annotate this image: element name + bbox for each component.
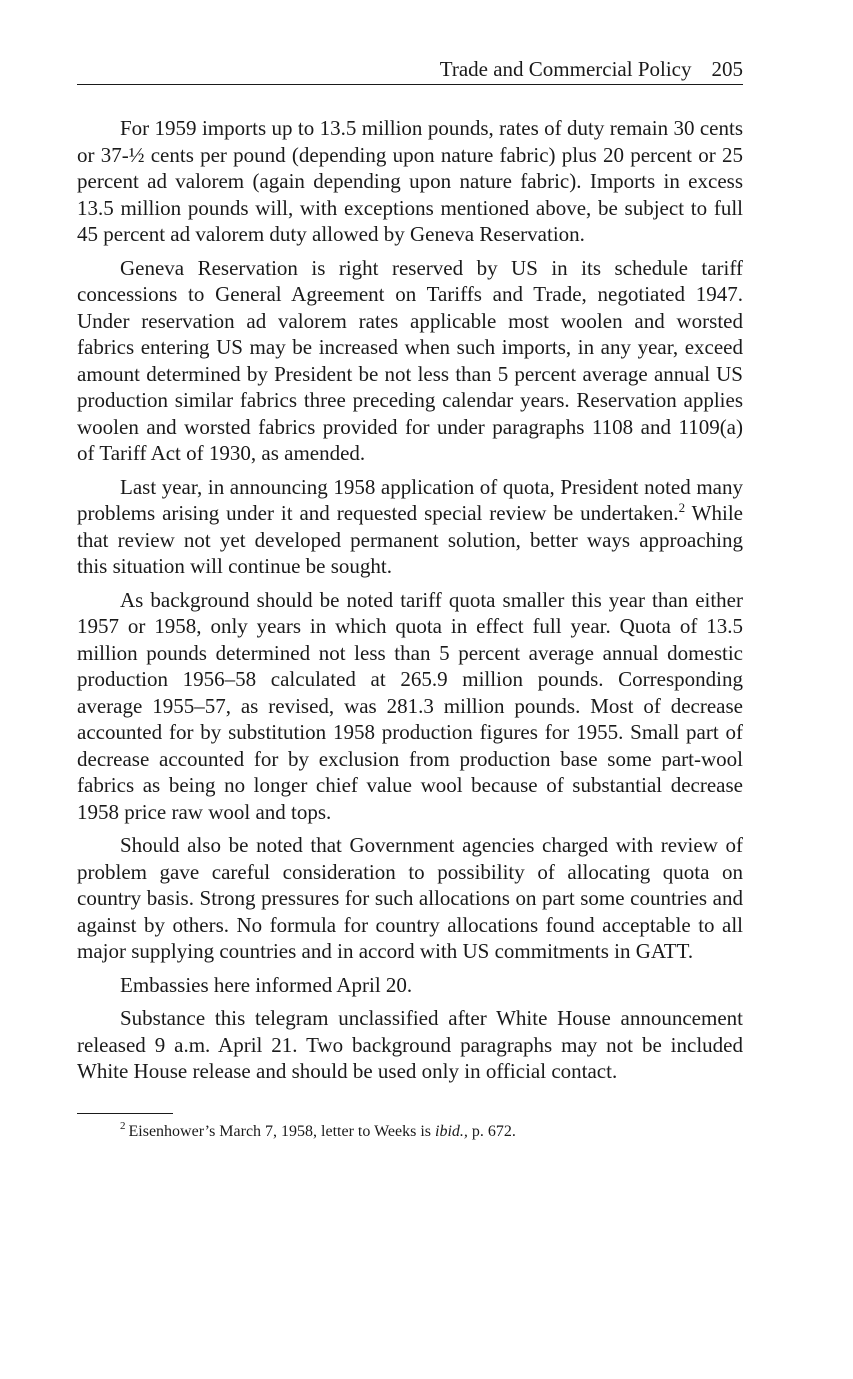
footnote-divider — [77, 1113, 173, 1114]
paragraph-7: Substance this telegram unclassified after White House announcement released 9 a.m. April 21. Two background paragraphs may not be included White House release and should be used only in official contact. — [77, 1006, 743, 1083]
paragraph-6: Embassies here informed April 20. — [120, 972, 413, 997]
running-title: Trade and Commercial Policy — [439, 57, 692, 81]
paragraph-1: For 1959 imports up to 13.5 million pounds, rates of duty remain 30 cents or 37-½ cents per pound (depending upon nature fabric) plus 20 percent or 25 percent ad valorem (again depending upon nature fabric). Imports in excess 13.5 million pounds will, with exceptions mentioned above, be subject to full 45 percent ad valorem duty allowed by Geneva Reservation. — [77, 116, 743, 246]
paragraph-2: Geneva Reservation is right reserved by US in its schedule tariff concessions to General Agreement on Tariffs and Trade, negotiated 1947. Under reservation ad valorem rates applicable most woolen and worsted fabrics entering US may be increased when such imports, in any year, exceed amount determined by President be not less than 5 percent average annual US production similar fabrics three preceding calendar years. Reservation applies woolen and worsted fabrics provided for under paragraphs 1108 and 1109(a) of Tariff Act of 1930, as amended. — [77, 255, 743, 465]
paragraph-3-text-after: While that review not yet developed permanent solution, better ways approaching this situation will continue be sought. — [77, 501, 743, 578]
footnote-italic: ibid., — [435, 1122, 468, 1140]
footnote-text-after: p. 672. — [467, 1122, 516, 1140]
body-text — [77, 115, 743, 1085]
paragraph-3-text-before: Last year, in announcing 1958 application of quota, President noted many problems arising under it and requested special review be undertaken. — [77, 474, 743, 525]
footnote — [77, 1122, 743, 1142]
paragraph-3 — [77, 474, 743, 580]
paragraph-4: As background should be noted tariff quota smaller this year than either 1957 or 1958, only years in which quota in effect full year. Quota of 13.5 million pounds determined not less than 5 percent average annual domestic production 1956–58 calculated at 265.9 million pounds. Corresponding average 1955–57, as revised, was 281.3 million pounds. Most of decrease accounted for by substitution 1958 production figures for 1955. Small part of decrease accounted for by exclusion from production base some part-wool fabrics as being no longer chief value wool because of substantial decrease 1958 price raw wool and tops. — [77, 587, 743, 824]
footnote-text-before: Eisenhower’s March 7, 1958, letter to Weeks is — [128, 1122, 435, 1140]
running-head — [77, 56, 743, 85]
document-page — [77, 56, 743, 1142]
page-number: 205 — [711, 57, 743, 81]
footnote-reference[interactable]: 2 — [678, 500, 686, 515]
paragraph-5: Should also be noted that Government agencies charged with review of problem gave careful consideration to possibility of allocating quota on country basis. Strong pressures for such allocations on part some countries and against by others. No formula for country allocations found acceptable to all major supplying countries and in accord with US commitments in GATT. — [77, 833, 743, 963]
footnote-mark: 2 — [120, 1120, 126, 1133]
